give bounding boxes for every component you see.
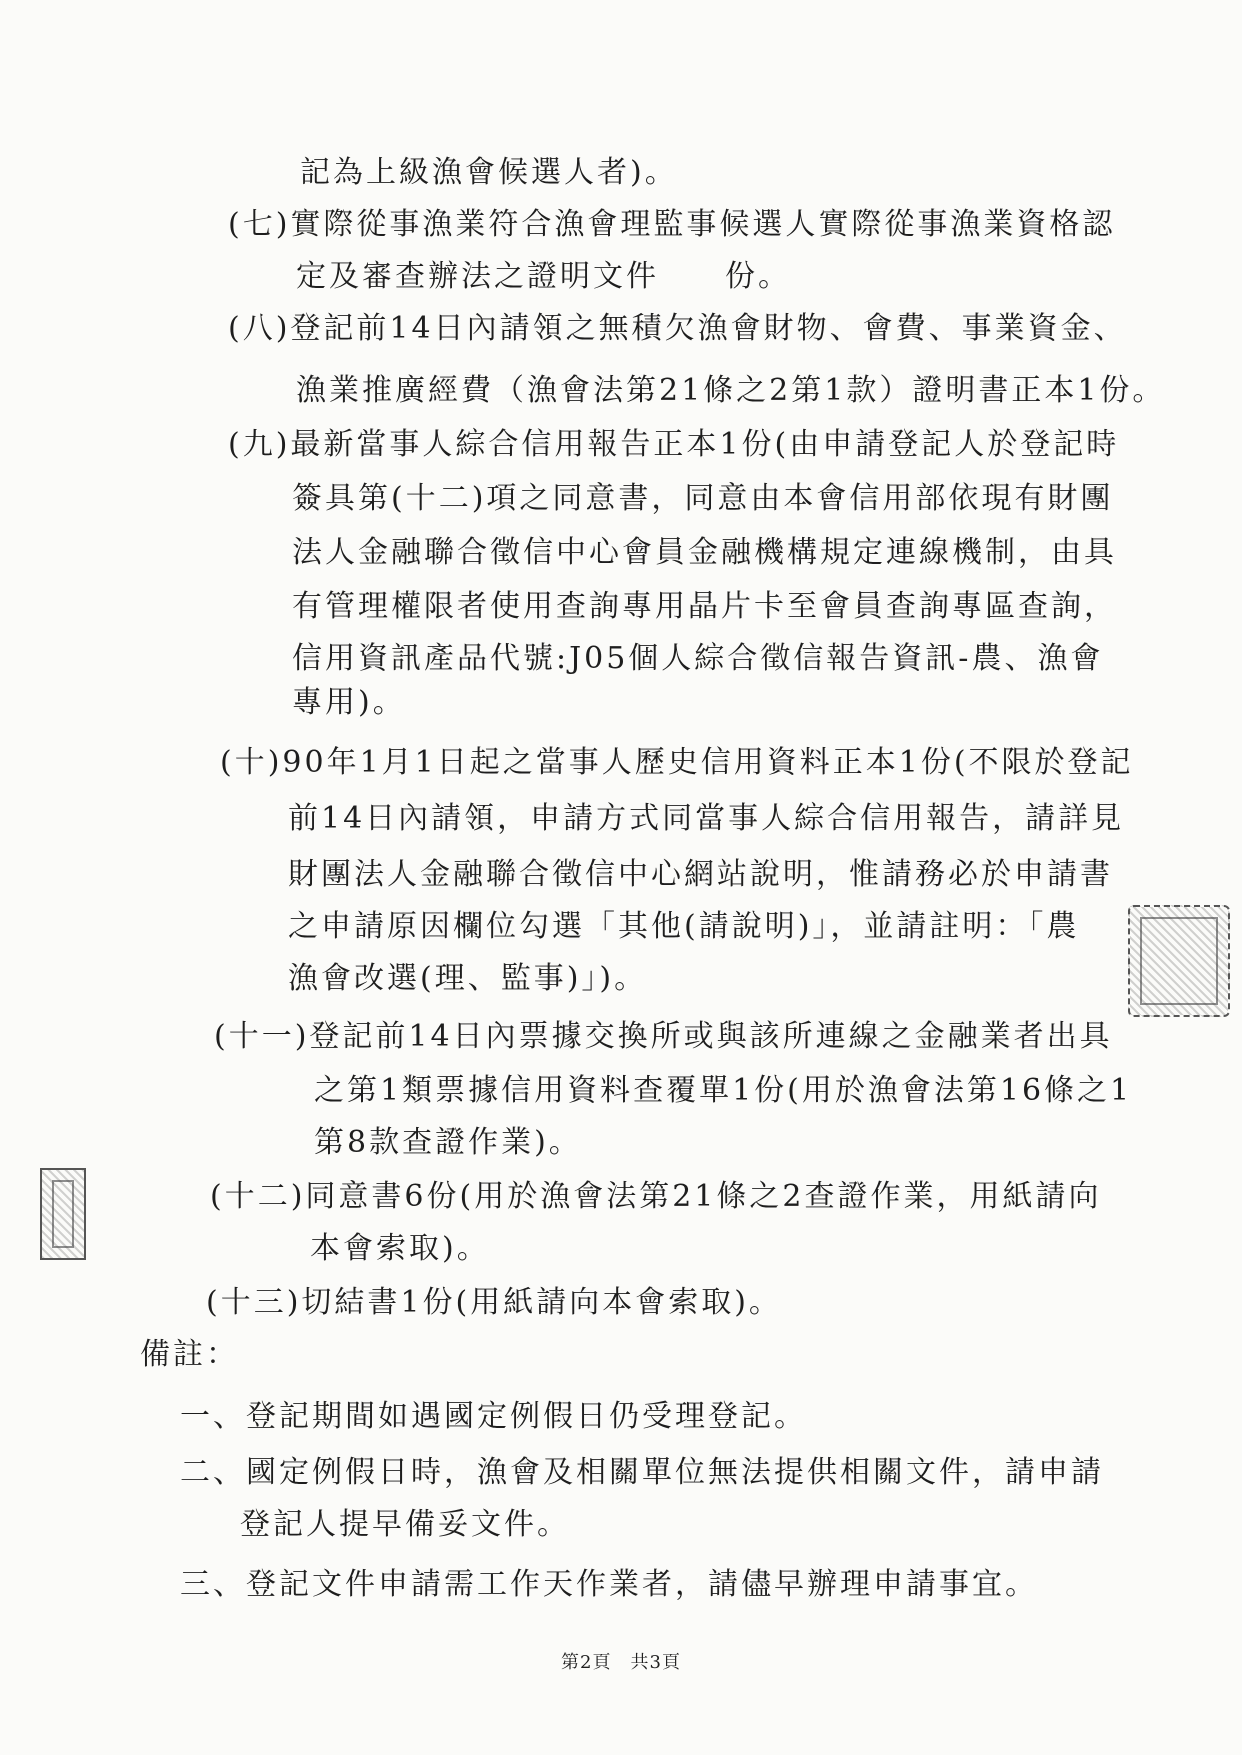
item-11-line-1: (十一)登記前14日內票據交換所或與該所連線之金融業者出具 — [214, 1019, 1113, 1054]
item-10-line-5: 漁會改選(理、監事)」)。 — [288, 961, 648, 996]
item-11-line-2: 之第1類票據信用資料查覆單1份(用於漁會法第16條之1 — [314, 1073, 1133, 1108]
remark-3: 三、登記文件申請需工作天作業者，請儘早辦理申請事宜。 — [180, 1567, 1038, 1602]
item-8-line-1: (八)登記前14日內請領之無積欠漁會財物、會費、事業資金、 — [228, 311, 1127, 346]
item-10-line-3: 財團法人金融聯合徵信中心網站說明，惟請務必於申請書 — [288, 857, 1113, 892]
text-line: 記為上級漁會候選人者)。 — [300, 155, 678, 190]
item-10-line-1: (十)90年1月1日起之當事人歷史信用資料正本1份(不限於登記 — [220, 745, 1134, 780]
item-9-line-4: 有管理權限者使用查詢專用晶片卡至會員查詢專區查詢， — [292, 589, 1117, 624]
item-9-line-6: 專用)。 — [292, 685, 406, 720]
remark-2-line-1: 二、國定例假日時，漁會及相關單位無法提供相關文件，請申請 — [180, 1455, 1104, 1490]
item-7-line-2: 定及審查辦法之證明文件 份。 — [296, 259, 791, 294]
item-10-line-2: 前14日內請領，申請方式同當事人綜合信用報告，請詳見 — [288, 801, 1125, 836]
remarks-heading: 備註： — [140, 1337, 239, 1372]
item-9-line-5: 信用資訊產品代號:J05個人綜合徵信報告資訊-農、漁會 — [292, 641, 1104, 676]
seal-stamp-icon — [1128, 905, 1230, 1017]
item-12-line-2: 本會索取)。 — [310, 1231, 490, 1266]
item-10-line-4: 之申請原因欄位勾選「其他(請說明)」，並請註明：「農 — [288, 909, 1080, 944]
item-13-line-1: (十三)切結書1份(用紙請向本會索取)。 — [206, 1285, 782, 1320]
remark-1: 一、登記期間如遇國定例假日仍受理登記。 — [180, 1399, 807, 1434]
item-8-line-2: 漁業推廣經費（漁會法第21條之2第1款）證明書正本1份。 — [296, 373, 1166, 408]
item-11-line-3: 第8款查證作業)。 — [314, 1125, 582, 1160]
item-9-line-3: 法人金融聯合徵信中心會員金融機構規定連線機制，由具 — [292, 535, 1117, 570]
item-12-line-1: (十二)同意書6份(用於漁會法第21條之2查證作業，用紙請向 — [210, 1179, 1102, 1214]
item-7-line-1: (七)實際從事漁業符合漁會理監事候選人實際從事漁業資格認 — [228, 207, 1116, 242]
item-9-line-2: 簽具第(十二)項之同意書，同意由本會信用部依現有財團 — [292, 481, 1114, 516]
page-footer: 第2頁 共3頁 — [561, 1652, 681, 1673]
seal-stamp-icon — [40, 1168, 86, 1260]
item-9-line-1: (九)最新當事人綜合信用報告正本1份(由申請登記人於登記時 — [228, 427, 1120, 462]
remark-2-line-2: 登記人提早備妥文件。 — [240, 1507, 570, 1542]
